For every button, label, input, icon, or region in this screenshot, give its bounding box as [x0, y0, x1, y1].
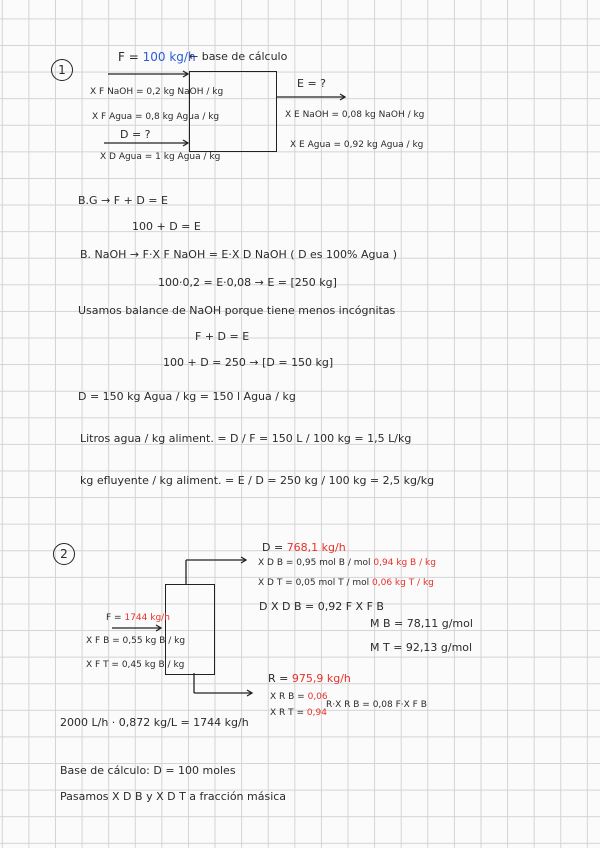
e-label: E = ? [297, 77, 326, 90]
conversion-line: 2000 L/h · 0,872 kg/L = 1744 kg/h [60, 716, 249, 729]
r-value: 975,9 kg/h [291, 672, 351, 685]
xd-t-mass: 0,06 kg T / kg [372, 578, 434, 588]
base-line: Base de cálculo: D = 100 moles [60, 764, 236, 777]
line-8: D = 150 kg Agua / kg = 150 l Agua / kg [78, 390, 296, 403]
line-5: Usamos balance de NaOH porque tiene menos incógnitas [78, 304, 396, 317]
line-7: 100 + D = 250 → [D = 150 kg] [163, 356, 334, 369]
xr-t-label: X R T = [270, 708, 305, 718]
mb: M B = 78,11 g/mol [370, 617, 473, 630]
d-label: D = [262, 541, 284, 554]
line-3: B. NaOH → F·X F NaOH = E·X D NaOH ( D es 100% Agua ) [80, 248, 397, 261]
d-label: D = ? [120, 128, 151, 141]
xf-agua: X F Agua = 0,8 kg Agua / kg [92, 112, 220, 122]
xf-t: X F T = 0,45 kg B / kg [86, 660, 185, 670]
xr-b: 0,06 [307, 692, 328, 702]
mass-fraction-line: Pasamos X D B y X D T a fracción másica [60, 790, 287, 803]
problem-2-number: 2 [53, 543, 75, 565]
line-1: B.G → F + D = E [78, 194, 168, 207]
line-9: Litros agua / kg aliment. = D / F = 150 L / 100 kg = 1,5 L/kg [80, 432, 412, 445]
xd-b: X D B = 0,95 mol B / mol [258, 558, 371, 568]
xr-t: 0,94 [306, 708, 327, 718]
xf-naoh: X F NaOH = 0,2 kg NaOH / kg [90, 87, 224, 97]
line-4: 100·0,2 = E·0,08 → E = [250 kg] [158, 276, 337, 289]
xr-b-label: X R B = [270, 692, 305, 702]
xd-agua: X D Agua = 1 kg Agua / kg [100, 152, 221, 162]
problem-1-number: 1 [51, 59, 73, 81]
feed-label: F = [118, 50, 139, 64]
xd-t: X D T = 0,05 mol T / mol [258, 578, 370, 588]
r-balance: R·X R B = 0,08 F·X F B [326, 700, 427, 710]
line-10: kg efluyente / kg aliment. = E / D = 250 kg / 100 kg = 2,5 kg/kg [80, 474, 435, 487]
f-value: 1744 kg/h [124, 613, 170, 623]
mt: M T = 92,13 g/mol [370, 641, 473, 654]
line-2: 100 + D = E [132, 220, 201, 233]
recovery-eq: D X D B = 0,92 F X F B [259, 600, 384, 613]
f-label: F = [106, 613, 122, 623]
feed-value: 100 kg/h [142, 50, 196, 64]
xe-naoh: X E NaOH = 0,08 kg NaOH / kg [285, 110, 425, 120]
xf-b: X F B = 0,55 kg B / kg [86, 636, 186, 646]
line-6: F + D = E [195, 330, 250, 343]
base-note: ← base de cálculo [189, 50, 288, 63]
xd-b-mass: 0,94 kg B / kg [373, 558, 436, 568]
r-label: R = [268, 672, 289, 685]
xe-agua: X E Agua = 0,92 kg Agua / kg [290, 140, 424, 150]
d-value: 768,1 kg/h [286, 541, 346, 554]
